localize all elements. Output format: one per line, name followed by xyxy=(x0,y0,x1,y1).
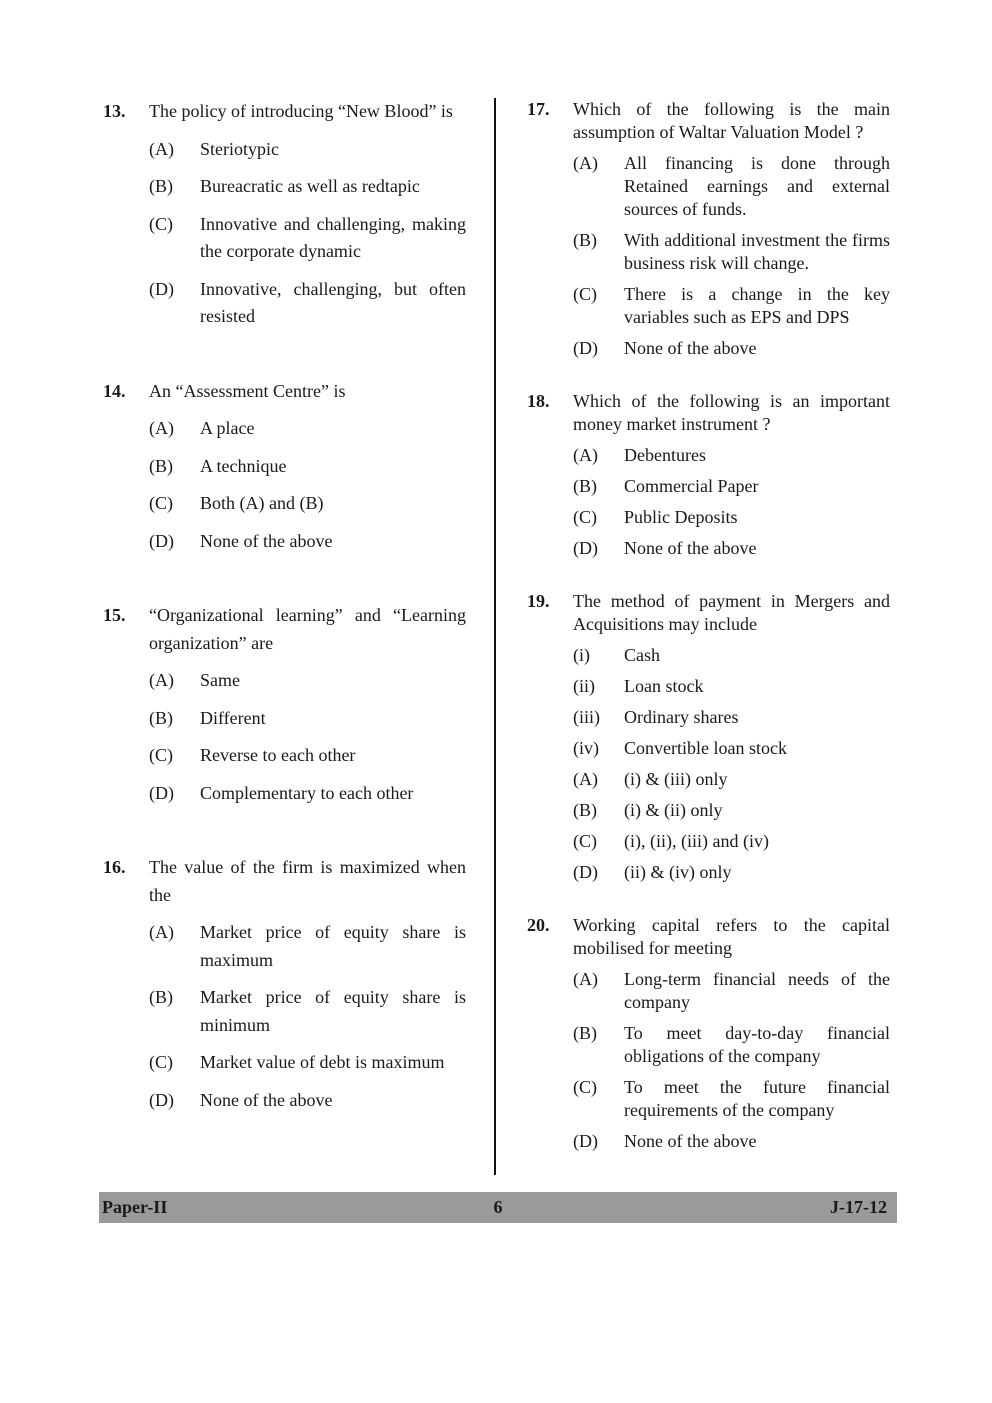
answer-option xyxy=(149,453,466,481)
answer-option xyxy=(573,1022,890,1068)
answer-option xyxy=(573,229,890,275)
answer-option xyxy=(149,667,466,695)
answer-option xyxy=(149,780,466,808)
question-block xyxy=(103,378,466,556)
option-text: All financing is done through Retained earnings and external sources of funds. xyxy=(624,153,890,219)
option-text: Market price of equity share is minimum xyxy=(200,987,466,1035)
option-label: (B) xyxy=(573,476,597,496)
option-text: None of the above xyxy=(624,1131,757,1151)
answer-option xyxy=(149,276,466,331)
answer-option xyxy=(149,919,466,974)
answer-option xyxy=(573,830,890,853)
question-row xyxy=(527,590,890,636)
option-text: A technique xyxy=(200,455,287,476)
answer-option xyxy=(573,283,890,329)
option-label: (B) xyxy=(149,455,173,476)
option-text: None of the above xyxy=(624,338,757,358)
footer-paper-label: Paper-II xyxy=(102,1197,168,1217)
answer-option xyxy=(573,337,890,360)
answer-option xyxy=(149,415,466,443)
answer-option xyxy=(573,444,890,467)
option-text: Innovative and challenging, making the corporate dynamic xyxy=(200,213,466,261)
option-text: To meet the future financial requirements of the company xyxy=(624,1077,890,1120)
option-text: Commercial Paper xyxy=(624,476,759,496)
question-row xyxy=(103,378,466,406)
footer-page-number: 6 xyxy=(493,1197,503,1217)
option-text: (i), (ii), (iii) and (iv) xyxy=(624,831,769,851)
option-text: Convertible loan stock xyxy=(624,738,787,758)
answer-option xyxy=(573,506,890,529)
option-label: (iii) xyxy=(573,707,600,727)
footer-code: J-17-12 xyxy=(830,1197,887,1217)
question-number: 15. xyxy=(103,605,126,625)
option-text: A place xyxy=(200,418,255,438)
option-text: Loan stock xyxy=(624,676,704,696)
option-label: (iv) xyxy=(573,738,599,758)
answer-option xyxy=(573,475,890,498)
answer-option xyxy=(573,737,890,760)
option-text: With additional investment the firms business risk will change. xyxy=(624,230,890,273)
question-number: 14. xyxy=(103,380,126,401)
option-text: Different xyxy=(200,707,266,728)
option-text: (ii) & (iv) only xyxy=(624,862,732,882)
option-text: Bureacratic as well as redtapic xyxy=(200,176,420,196)
question-text: Which of the following is an important money market instrument ? xyxy=(573,391,890,434)
option-label: (B) xyxy=(149,176,173,196)
question-text: “Organizational learning” and “Learning organization” are xyxy=(149,605,466,653)
option-label: (B) xyxy=(573,800,597,820)
option-label: (A) xyxy=(149,138,174,159)
option-text: Debentures xyxy=(624,445,706,465)
option-label: (B) xyxy=(573,230,597,250)
option-text: Market price of equity share is maximum xyxy=(200,922,466,970)
option-text: Steriotypic xyxy=(200,138,279,159)
column-divider xyxy=(494,98,496,1175)
question-text: The value of the firm is maximized when the xyxy=(149,857,466,905)
question-row xyxy=(527,98,890,144)
option-text: Public Deposits xyxy=(624,507,738,527)
option-label: (C) xyxy=(573,831,597,851)
option-label: (D) xyxy=(149,1089,174,1110)
option-label: (A) xyxy=(573,969,598,989)
option-label: (C) xyxy=(149,493,173,513)
option-text: There is a change in the key variables such as EPS and DPS xyxy=(624,284,890,327)
answer-option xyxy=(149,742,466,770)
answer-option xyxy=(149,1087,466,1115)
option-label: (C) xyxy=(573,507,597,527)
answer-option xyxy=(573,861,890,884)
answer-option xyxy=(573,799,890,822)
answer-option xyxy=(149,984,466,1039)
question-text: Working capital refers to the capital mobilised for meeting xyxy=(573,915,890,958)
option-text: (i) & (iii) only xyxy=(624,769,728,789)
question-text: Which of the following is the main assumption of Waltar Valuation Model ? xyxy=(573,99,890,142)
question-row xyxy=(527,914,890,960)
option-label: (A) xyxy=(573,445,598,465)
option-text: (i) & (ii) only xyxy=(624,800,723,820)
question-block xyxy=(527,390,890,560)
option-text: To meet day-to-day financial obligations of the company xyxy=(624,1023,890,1066)
option-text: Long-term financial needs of the company xyxy=(624,969,890,1012)
answer-option xyxy=(573,675,890,698)
question-row xyxy=(103,98,466,126)
answer-option xyxy=(573,644,890,667)
answer-option xyxy=(573,152,890,221)
answer-option xyxy=(573,537,890,560)
question-number: 13. xyxy=(103,101,126,121)
option-label: (C) xyxy=(149,213,173,234)
answer-option xyxy=(573,1130,890,1153)
question-block xyxy=(527,590,890,884)
question-row xyxy=(103,602,466,657)
option-text: Complementary to each other xyxy=(200,782,414,803)
option-label: (D) xyxy=(149,782,174,803)
question-number: 17. xyxy=(527,99,550,119)
question-text: An “Assessment Centre” is xyxy=(149,380,346,401)
answer-option xyxy=(573,768,890,791)
option-text: Cash xyxy=(624,645,660,665)
option-text: Market value of debt is maximum xyxy=(200,1052,445,1072)
question-text: The policy of introducing “New Blood” is xyxy=(149,101,453,121)
question-row xyxy=(103,854,466,909)
question-block xyxy=(103,602,466,807)
question-number: 18. xyxy=(527,391,550,411)
answer-option xyxy=(573,968,890,1014)
option-label: (A) xyxy=(149,418,174,438)
option-text: Same xyxy=(200,670,240,690)
option-label: (A) xyxy=(573,153,598,173)
option-label: (A) xyxy=(573,769,598,789)
answer-option xyxy=(149,1049,466,1077)
option-label: (A) xyxy=(149,670,174,690)
option-label: (D) xyxy=(573,862,598,882)
answer-option xyxy=(149,136,466,164)
right-column xyxy=(527,98,890,1183)
question-text: The method of payment in Mergers and Acquisitions may include xyxy=(573,591,890,634)
option-label: (D) xyxy=(573,338,598,358)
answer-option xyxy=(149,173,466,201)
option-text: Innovative, challenging, but often resisted xyxy=(200,278,466,326)
answer-option xyxy=(573,1076,890,1122)
option-label: (C) xyxy=(149,745,173,765)
option-label: (D) xyxy=(149,278,174,299)
answer-option xyxy=(149,490,466,518)
option-text: None of the above xyxy=(200,530,333,551)
answer-option xyxy=(149,528,466,556)
question-block xyxy=(527,914,890,1153)
option-text: None of the above xyxy=(624,538,757,558)
question-block xyxy=(103,98,466,331)
question-number: 16. xyxy=(103,857,126,877)
question-row xyxy=(527,390,890,436)
question-number: 20. xyxy=(527,915,550,935)
option-text: Ordinary shares xyxy=(624,707,739,727)
option-label: (A) xyxy=(149,922,174,942)
option-label: (C) xyxy=(149,1052,173,1072)
option-label: (B) xyxy=(573,1023,597,1043)
answer-option xyxy=(149,705,466,733)
answer-option xyxy=(573,706,890,729)
page-footer xyxy=(99,1192,897,1223)
left-column xyxy=(103,98,466,1161)
option-label: (B) xyxy=(149,987,173,1007)
option-label: (D) xyxy=(149,530,174,551)
question-block xyxy=(527,98,890,360)
answer-option xyxy=(149,211,466,266)
option-label: (i) xyxy=(573,645,590,665)
option-text: None of the above xyxy=(200,1089,333,1110)
option-label: (C) xyxy=(573,1077,597,1097)
option-label: (B) xyxy=(149,707,173,728)
option-label: (D) xyxy=(573,1131,598,1151)
option-text: Both (A) and (B) xyxy=(200,493,324,513)
option-label: (ii) xyxy=(573,676,595,696)
option-label: (D) xyxy=(573,538,598,558)
question-number: 19. xyxy=(527,591,550,611)
option-text: Reverse to each other xyxy=(200,745,356,765)
option-label: (C) xyxy=(573,284,597,304)
question-block xyxy=(103,854,466,1114)
